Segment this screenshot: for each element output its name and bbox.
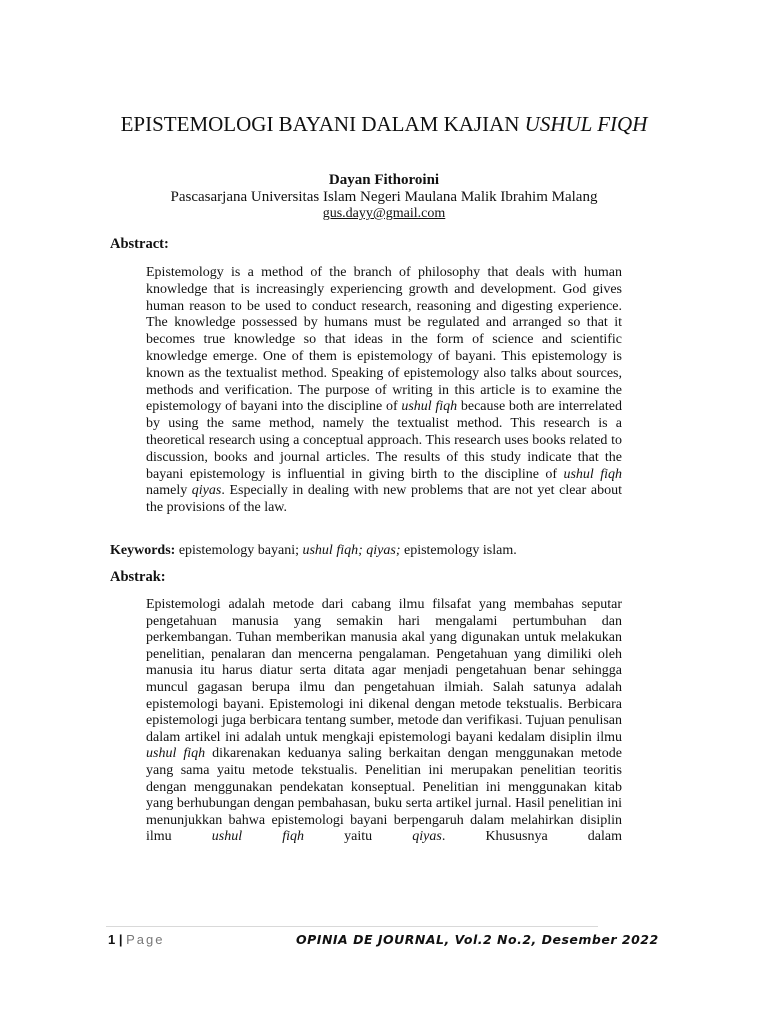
author-email	[100, 206, 668, 222]
footer-page-number	[108, 932, 164, 947]
abstrak-heading: Abstrak:	[110, 569, 166, 585]
author-affiliation: Pascasarjana Universitas Islam Negeri Maulana Malik Ibrahim Malang	[170, 189, 598, 205]
abstrak-italic-term: ushul fiqh	[146, 746, 206, 762]
keywords-text: epistemology islam.	[400, 543, 517, 558]
keywords-line	[110, 543, 650, 559]
title-italic-text: USHUL FIQH	[524, 112, 648, 136]
page-separator: |	[115, 932, 127, 947]
keywords-text: epistemology bayani;	[175, 543, 303, 558]
keywords-label: Keywords:	[110, 543, 176, 558]
paper-title	[100, 110, 668, 138]
abstract-text: because both are interrelated by using the same method, namely the textualist method. This research is a theoretical research using a conceptual approach. This research uses books related to discussion, books and journal articles. The results of this study indicate that the bayani epistemology is influential in giving birth to the discipline of	[146, 399, 622, 482]
email-link[interactable]: gus.dayy@gmail.com	[322, 206, 446, 221]
abstract-italic-term: ushul fiqh	[401, 399, 458, 415]
abstrak-italic-term: qiyas	[412, 829, 442, 845]
abstract-italic-term: qiyas	[191, 483, 222, 499]
abstrak-text: dikarenakan keduanya saling berkaitan dengan menggunakan metode yang sama yaitu metode tekstualis. Penelitian ini merupakan penelitian teoritis dengan menggunakan pendekatan konseptual. Penelitian ini menggunakan kitab yang berhubungan dengan pembahasan, buku serta artikel jurnal. Hasil penelitian ini menunjukkan bahwa epistemologi bayani berpengaruh dalam melahirkan disiplin ilmu	[146, 746, 622, 845]
abstract-indonesian-text	[146, 597, 622, 846]
page-label: Page	[126, 932, 165, 947]
keywords-italic-text: ushul fiqh; qiyas;	[302, 543, 401, 558]
title-text: EPISTEMOLOGI BAYANI DALAM KAJIAN	[120, 112, 525, 136]
abstract-italic-term: ushul fiqh	[563, 466, 623, 482]
abstrak-text: yaitu	[304, 829, 413, 845]
page-number: 1	[108, 932, 116, 947]
abstract-text: . Especially in dealing with new problems that are not yet clear about the provisions of the law.	[146, 483, 622, 516]
author-name: Dayan Fithoroini	[328, 172, 440, 188]
abstrak-text: Epistemologi adalah metode dari cabang ilmu filsafat yang membahas seputar pengetahuan manusia yang semakin hari mengalami pertumbuhan dan perkembangan. Tuhan memberikan manusia akal yang digunakan untuk melakukan penelitian, penalaran dan mencerna pengalaman. Pengetahuan yang dimiliki oleh manusia itu harus diatur serta ditata agar menjadi pengetahuan benar sehingga muncul gagasan berupa ilmu dan pengetahuan ilmiah. Salah satunya adalah epistemologi bayani. Epistemologi ini dikenal dengan metode tekstualis. Berbicara epistemologi juga berbicara tentang sumber, metode dan verifikasi. Tujuan penulisan dalam artikel ini adalah untuk mengkaji epistemologi bayani kedalam disiplin ilmu	[146, 597, 622, 745]
footer-journal-name: OPINIA DE JOURNAL, Vol.2 No.2, Desember 2022	[296, 932, 659, 947]
abstrak-text: . Khususnya dalam	[441, 829, 622, 845]
footer-divider	[106, 926, 598, 927]
abstract-english-text	[146, 265, 622, 517]
abstract-text: Epistemology is a method of the branch of philosophy that deals with human knowledge that is increasingly experiencing growth and development. God gives human reason to be used to conduct research, reasoning and digesting experience. The knowledge possessed by humans must be regulated and arranged so that it becomes true knowledge so that ideas in the form of science and scientific knowledge emerge. One of them is epistemology of bayani. This epistemology is known as the textualist method. Speaking of epistemology also talks about sources, methods and verification. The purpose of writing in this article is to examine the epistemology of bayani into the discipline of	[146, 265, 622, 415]
abstract-text: namely	[146, 483, 192, 499]
abstrak-italic-term: ushul fiqh	[211, 829, 305, 845]
abstract-heading: Abstract:	[110, 236, 169, 252]
